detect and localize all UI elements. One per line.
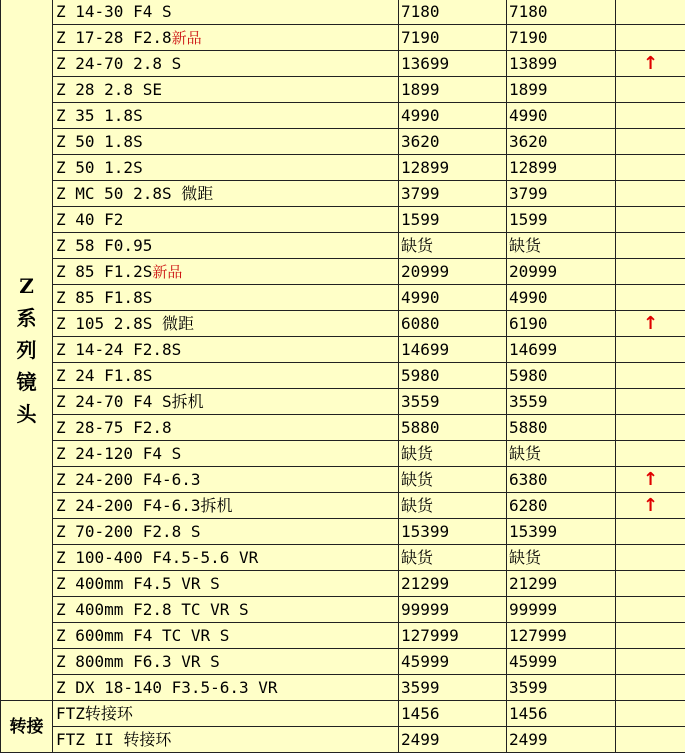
trend-cell [616,623,685,649]
lens-name: Z 105 2.8S 微距 [56,313,194,333]
new-badge: 新品 [152,262,183,281]
category-char: Z [19,273,34,298]
lens-name: Z 58 F0.95 [56,235,153,255]
table-row [1,493,685,519]
table-row [1,415,685,441]
price-cell-2: 99999 [507,597,616,623]
lens-name: Z 800mm F6.3 VR S [56,651,220,671]
lens-name-cell [53,623,399,649]
price-cell-2: 6190 [507,311,616,337]
lens-name: Z 17-28 F2.8 [56,27,172,47]
price-cell-1: 15399 [399,519,507,545]
lens-name-cell [53,181,399,207]
trend-cell [616,727,685,753]
table-row [1,129,685,155]
trend-cell [616,519,685,545]
price-cell-1: 7190 [399,25,507,51]
lens-name-cell [53,129,399,155]
lens-name-cell [53,233,399,259]
price-cell-2: 3620 [507,129,616,155]
trend-cell [616,415,685,441]
table-row [1,389,685,415]
lens-name: Z 24-200 F4-6.3 [56,469,201,489]
price-cell-2: 14699 [507,337,616,363]
up-arrow-icon: ↑ [642,52,659,74]
price-cell-2: 7180 [507,0,616,25]
lens-name: FTZ转接环 [56,703,133,723]
table-row [1,623,685,649]
table-row [1,0,685,25]
lens-name-cell [53,285,399,311]
lens-name-cell [53,363,399,389]
table-row [1,337,685,363]
lens-name-cell [53,389,399,415]
price-cell-1: 99999 [399,597,507,623]
price-cell-1: 13699 [399,51,507,77]
lens-name: Z DX 18-140 F3.5-6.3 VR [56,677,278,697]
table-row [1,597,685,623]
lens-name-cell [53,337,399,363]
price-cell-2: 127999 [507,623,616,649]
price-cell-2: 6280 [507,493,616,519]
new-badge: 新品 [171,28,202,47]
up-arrow-icon: ↑ [642,312,659,334]
price-cell-2: 缺货 [507,233,616,259]
table-row [1,675,685,701]
lens-name: Z 24-70 F4 S拆机 [56,391,204,411]
lens-name-cell [53,207,399,233]
lens-name: Z 50 1.2S [56,157,143,177]
price-cell-2: 4990 [507,103,616,129]
table-row [1,25,685,51]
price-cell-1: 3620 [399,129,507,155]
lens-name: Z 400mm F4.5 VR S [56,573,220,593]
price-cell-1: 2499 [399,727,507,753]
price-cell-1: 6080 [399,311,507,337]
lens-name: Z MC 50 2.8S 微距 [56,183,214,203]
price-cell-1: 7180 [399,0,507,25]
price-cell-1: 4990 [399,285,507,311]
price-cell-2: 缺货 [507,545,616,571]
trend-cell [616,311,685,337]
table-row [1,441,685,467]
table-row [1,207,685,233]
price-cell-1: 5880 [399,415,507,441]
lens-name-cell [53,25,399,51]
table-row [1,51,685,77]
price-table-body [1,0,685,753]
category-char: 转接 [9,716,44,737]
lens-name: Z 28-75 F2.8 [56,417,172,437]
lens-name: Z 24-70 2.8 S [56,53,182,73]
lens-name: Z 24-120 F4 S [56,443,182,463]
lens-name: Z 400mm F2.8 TC VR S [56,599,249,619]
price-cell-1: 3599 [399,675,507,701]
trend-cell [616,493,685,519]
trend-cell [616,363,685,389]
price-cell-1: 1456 [399,701,507,727]
table-row [1,701,685,727]
price-cell-2: 3599 [507,675,616,701]
trend-cell [616,181,685,207]
lens-name-cell [53,51,399,77]
price-cell-1: 127999 [399,623,507,649]
lens-name: Z 100-400 F4.5-5.6 VR [56,547,259,567]
table-row [1,259,685,285]
trend-cell [616,233,685,259]
table-row [1,727,685,753]
table-row [1,181,685,207]
price-cell-2: 1899 [507,77,616,103]
price-cell-2: 6380 [507,467,616,493]
price-cell-1: 缺货 [399,233,507,259]
price-cell-2: 45999 [507,649,616,675]
lens-name-cell [53,77,399,103]
trend-cell [616,129,685,155]
trend-cell [616,571,685,597]
price-cell-1: 3799 [399,181,507,207]
category-label [1,0,53,701]
lens-name: Z 35 1.8S [56,105,143,125]
price-cell-2: 20999 [507,259,616,285]
table-row [1,545,685,571]
lens-name-cell [53,493,399,519]
lens-name-cell [53,441,399,467]
price-cell-1: 3559 [399,389,507,415]
trend-cell [616,259,685,285]
price-cell-1: 4990 [399,103,507,129]
price-cell-1: 12899 [399,155,507,181]
price-cell-2: 1599 [507,207,616,233]
price-cell-2: 3799 [507,181,616,207]
price-cell-1: 20999 [399,259,507,285]
trend-cell [616,285,685,311]
up-arrow-icon: ↑ [642,494,659,516]
trend-cell [616,649,685,675]
lens-name-cell [53,727,399,753]
table-row [1,103,685,129]
table-row [1,233,685,259]
lens-name-cell [53,519,399,545]
trend-cell [616,155,685,181]
trend-cell [616,701,685,727]
lens-name: Z 28 2.8 SE [56,79,162,99]
lens-name: FTZ II 转接环 [56,729,172,749]
price-cell-2: 3559 [507,389,616,415]
lens-name: Z 24-200 F4-6.3拆机 [56,495,233,515]
price-cell-2: 2499 [507,727,616,753]
lens-name: Z 24 F1.8S [56,365,153,385]
price-cell-2: 15399 [507,519,616,545]
price-cell-2: 7190 [507,25,616,51]
trend-cell [616,441,685,467]
table-row [1,77,685,103]
price-cell-1: 14699 [399,337,507,363]
lens-name: Z 70-200 F2.8 S [56,521,201,541]
price-cell-1: 5980 [399,363,507,389]
category-char: 镜 [16,369,37,394]
table-row [1,571,685,597]
table-row [1,363,685,389]
lens-name: Z 14-24 F2.8S [56,339,182,359]
category-char: 列 [16,337,37,362]
trend-cell [616,389,685,415]
lens-name-cell [53,675,399,701]
price-cell-2: 21299 [507,571,616,597]
trend-cell [616,0,685,25]
table-row [1,311,685,337]
lens-name-cell [53,649,399,675]
price-cell-2: 12899 [507,155,616,181]
price-cell-2: 5880 [507,415,616,441]
price-cell-1: 1899 [399,77,507,103]
up-arrow-icon: ↑ [642,468,659,490]
trend-cell [616,103,685,129]
lens-name: Z 40 F2 [56,209,124,229]
lens-name: Z 14-30 F4 S [56,1,172,21]
price-cell-1: 缺货 [399,441,507,467]
lens-name: Z 50 1.8S [56,131,143,151]
table-row [1,649,685,675]
lens-name-cell [53,545,399,571]
lens-name-cell [53,701,399,727]
lens-name: Z 600mm F4 TC VR S [56,625,230,645]
price-cell-1: 缺货 [399,467,507,493]
trend-cell [616,467,685,493]
price-cell-1: 21299 [399,571,507,597]
table-row [1,467,685,493]
trend-cell [616,675,685,701]
price-cell-2: 缺货 [507,441,616,467]
lens-name: Z 85 F1.2S [56,261,153,281]
lens-name-cell [53,467,399,493]
trend-cell [616,77,685,103]
lens-name-cell [53,571,399,597]
price-cell-1: 1599 [399,207,507,233]
lens-name: Z 85 F1.8S [56,287,153,307]
trend-cell [616,545,685,571]
lens-name-cell [53,155,399,181]
price-cell-2: 13899 [507,51,616,77]
trend-cell [616,337,685,363]
price-cell-2: 5980 [507,363,616,389]
lens-name-cell [53,103,399,129]
table-row [1,155,685,181]
lens-name-cell [53,415,399,441]
trend-cell [616,597,685,623]
category-label [1,701,53,753]
trend-cell [616,25,685,51]
category-char: 头 [16,401,37,426]
price-cell-2: 1456 [507,701,616,727]
table-row [1,519,685,545]
price-cell-1: 45999 [399,649,507,675]
category-char: 系 [16,305,37,330]
price-cell-1: 缺货 [399,545,507,571]
trend-cell [616,51,685,77]
price-cell-2: 4990 [507,285,616,311]
lens-name-cell [53,311,399,337]
trend-cell [616,207,685,233]
price-cell-1: 缺货 [399,493,507,519]
lens-name-cell [53,0,399,25]
table-row [1,285,685,311]
lens-name-cell [53,259,399,285]
lens-name-cell [53,597,399,623]
